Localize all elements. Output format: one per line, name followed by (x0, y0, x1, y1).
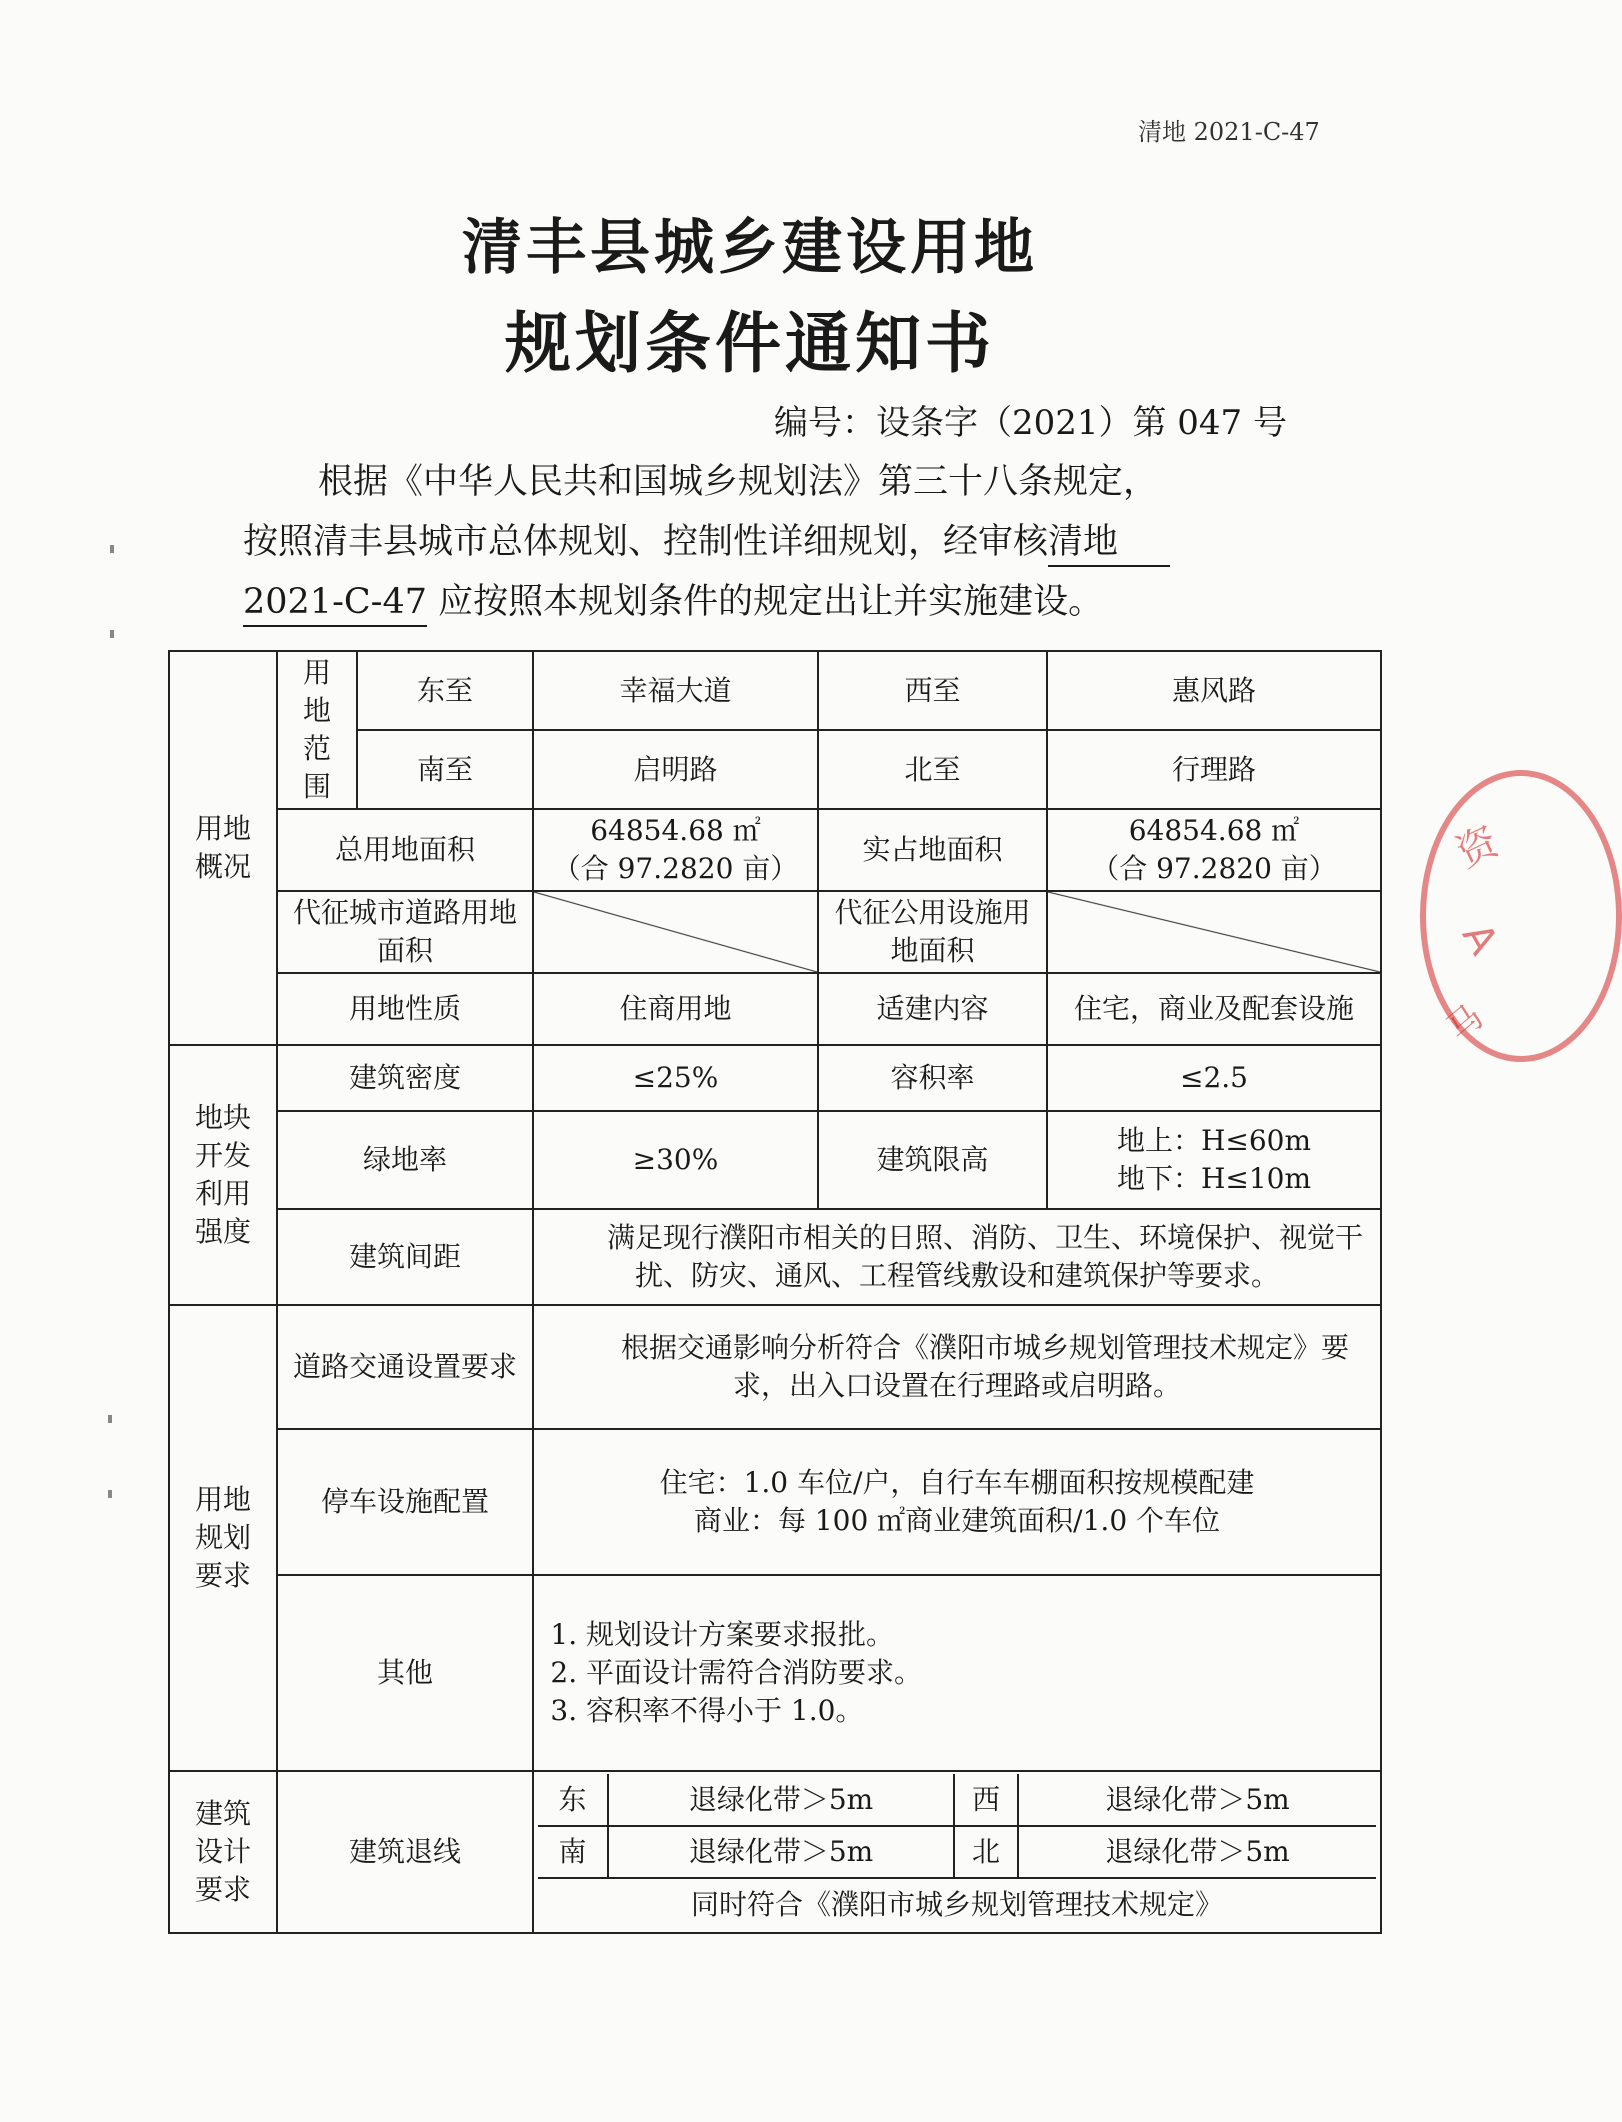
parking-line-2: 商业：每 100 ㎡商业建筑面积/1.0 个车位 (693, 1504, 1221, 1537)
actual-area-label: 实占地面积 (818, 809, 1047, 891)
parking-label: 停车设施配置 (277, 1429, 533, 1575)
north-value: 行理路 (1047, 730, 1381, 809)
density-value: ≤25% (533, 1045, 818, 1111)
total-area-mu: （合 97.2820 亩） (552, 852, 799, 885)
far-label: 容积率 (818, 1045, 1047, 1111)
nature-label: 用地性质 (277, 973, 533, 1045)
other-label: 其他 (277, 1575, 533, 1771)
nature-value: 住商用地 (533, 973, 818, 1045)
suitable-label: 适建内容 (818, 973, 1047, 1045)
west-label: 西至 (818, 651, 1047, 730)
intro-line-3-text: 应按照本规划条件的规定出让并实施建设。 (427, 582, 1104, 622)
east-value: 幸福大道 (533, 651, 818, 730)
setback-east-label: 东 (538, 1774, 608, 1826)
planning-conditions-table (168, 650, 1382, 1934)
other-item-2: 2. 平面设计需符合消防要求。 (586, 1654, 1376, 1692)
stamp-char-3: 马 (1439, 996, 1492, 1050)
binding-mark (110, 545, 114, 553)
setback-cell (533, 1771, 1381, 1933)
height-value-cell (1047, 1111, 1381, 1209)
intro-line-1: 根据《中华人民共和国城乡规划法》第三十八条规定， (318, 462, 1159, 502)
other-item-3: 3. 容积率不得小于 1.0。 (586, 1692, 1376, 1730)
spacing-value: 满足现行濮阳市相关的日照、消防、卫生、环境保护、视觉干扰、防灾、通风、工程管线敷设和建筑保护等要求。 (533, 1209, 1381, 1305)
actual-area-mu: （合 97.2820 亩） (1091, 852, 1337, 885)
lot-id-blank-2: 2021-C-47 (243, 579, 427, 627)
intro-line-2 (243, 512, 1293, 572)
total-area-cell (533, 809, 818, 891)
total-area-label: 总用地面积 (277, 809, 533, 891)
road-area-empty-cell (533, 891, 818, 973)
height-above: 地上：H≤60m (1116, 1124, 1312, 1157)
height-below: 地下：H≤10m (1116, 1162, 1312, 1195)
binding-mark (108, 1490, 112, 1498)
parking-line-1: 住宅：1.0 车位/户，自行车车棚面积按规模配建 (659, 1466, 1255, 1499)
green-value: ≥30% (533, 1111, 818, 1209)
title-line-2: 规划条件通知书 (505, 304, 995, 382)
green-label: 绿地率 (277, 1111, 533, 1209)
far-value: ≤2.5 (1047, 1045, 1381, 1111)
setback-note: 同时符合《濮阳市城乡规划管理技术规定》 (538, 1878, 1376, 1930)
setback-table (538, 1774, 1376, 1930)
actual-area-value: 64854.68 ㎡ (1128, 814, 1300, 847)
other-item-1: 1. 规划设计方案要求报批。 (586, 1616, 1376, 1654)
section-requirements: 用地规划要求 (169, 1305, 277, 1771)
actual-area-cell (1047, 809, 1381, 891)
setback-label: 建筑退线 (277, 1771, 533, 1933)
setback-south-value: 退绿化带＞5m (608, 1826, 954, 1878)
official-seal-stamp (1420, 770, 1622, 1062)
public-area-label: 代征公用设施用地面积 (818, 891, 1047, 973)
range-label: 用地范围 (277, 651, 357, 809)
west-value: 惠风路 (1047, 651, 1381, 730)
setback-north-label: 北 (954, 1826, 1018, 1878)
east-label: 东至 (357, 651, 533, 730)
lot-id-blank-1: 清地 (1048, 519, 1170, 567)
binding-mark (108, 1415, 112, 1423)
setback-west-label: 西 (954, 1774, 1018, 1826)
parking-value-cell (533, 1429, 1381, 1575)
section-land-overview: 用地概况 (169, 651, 277, 1045)
stamp-char-1: 资 (1449, 818, 1506, 877)
traffic-value: 根据交通影响分析符合《濮阳市城乡规划管理技术规定》要求，出入口设置在行理路或启明路。 (533, 1305, 1381, 1429)
setback-west-value: 退绿化带＞5m (1018, 1774, 1376, 1826)
road-area-label: 代征城市道路用地面积 (277, 891, 533, 973)
setback-south-label: 南 (538, 1826, 608, 1878)
south-value: 启明路 (533, 730, 818, 809)
section-design: 建筑设计要求 (169, 1771, 277, 1933)
height-label: 建筑限高 (818, 1111, 1047, 1209)
north-label: 北至 (818, 730, 1047, 809)
south-label: 南至 (357, 730, 533, 809)
density-label: 建筑密度 (277, 1045, 533, 1111)
public-area-empty-cell (1047, 891, 1381, 973)
traffic-label: 道路交通设置要求 (277, 1305, 533, 1429)
stamp-char-2: A (1452, 915, 1507, 963)
other-value-cell (533, 1575, 1381, 1771)
title-line-1: 清丰县城乡建设用地 (462, 213, 1038, 283)
section-intensity: 地块开发利用强度 (169, 1045, 277, 1305)
total-area-value: 64854.68 ㎡ (590, 814, 761, 847)
binding-mark (110, 630, 114, 638)
document-id: 清地 2021-C-47 (1138, 118, 1320, 146)
intro-line-3 (243, 572, 1293, 632)
setback-east-value: 退绿化带＞5m (608, 1774, 954, 1826)
suitable-value: 住宅，商业及配套设施 (1047, 973, 1381, 1045)
spacing-label: 建筑间距 (277, 1209, 533, 1305)
setback-north-value: 退绿化带＞5m (1018, 1826, 1376, 1878)
other-list (538, 1616, 1376, 1730)
intro-line-2-text: 按照清丰县城市总体规划、控制性详细规划，经审核 (243, 522, 1049, 562)
serial-number: 编号：设条字（2021）第 047 号 (773, 403, 1287, 443)
